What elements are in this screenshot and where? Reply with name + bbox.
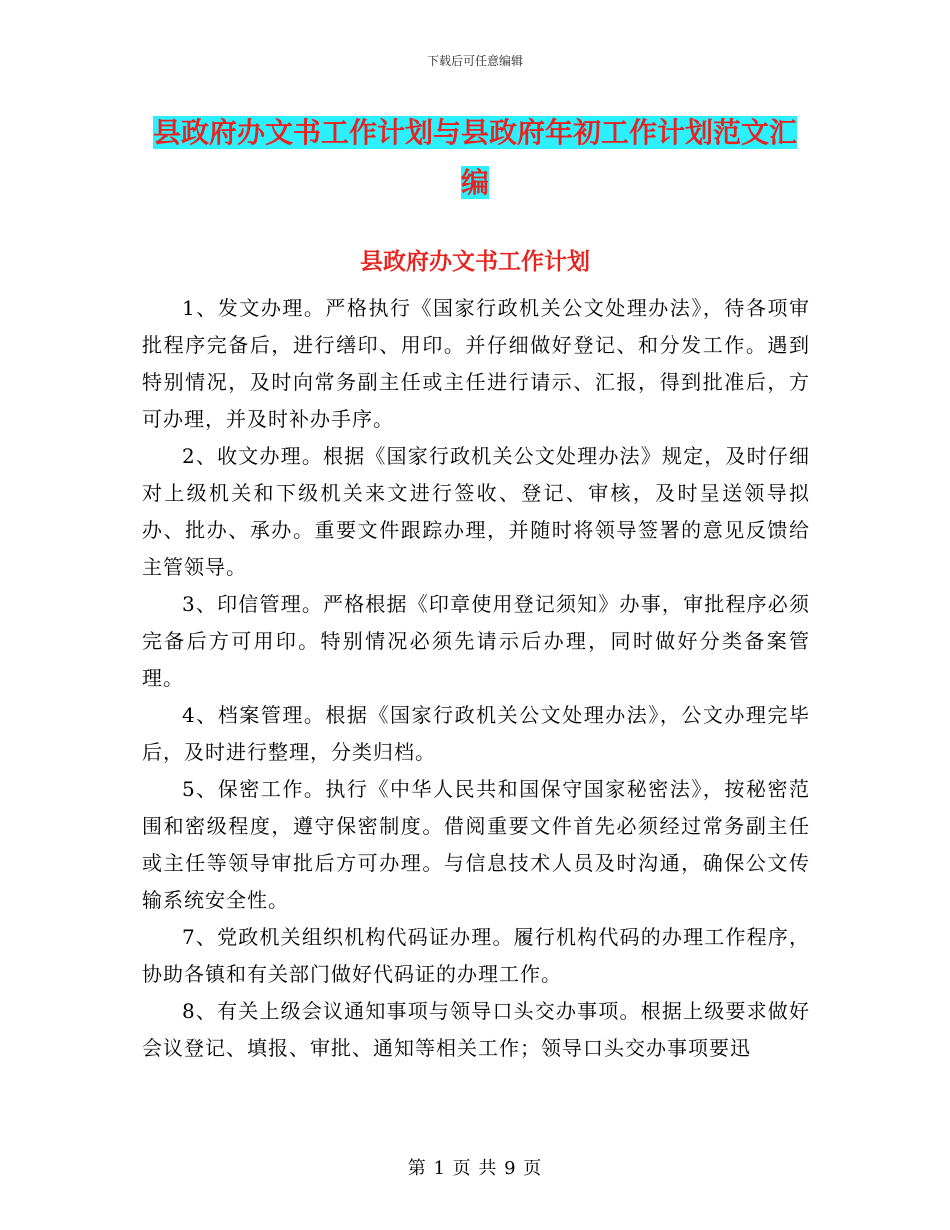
document-body [142, 290, 810, 1067]
page-header-note: 下载后可任意编辑 [426, 54, 523, 68]
paragraph: 7、党政机关组织机构代码证办理。履行机构代码的办理工作程序，协助各镇和有关部门做好代码证的办理工作。 [142, 925, 810, 986]
paragraph: 5、保密工作。执行《中华人民共和国保守国家秘密法》，按秘密范围和密级程度，遵守保密制度。借阅重要文件首先必须经过常务副主任或主任等领导审批后方可办理。与信息技术人员及时沟通，确保公文传输系统安全性。 [142, 777, 810, 912]
document-title [140, 108, 810, 208]
page-footer: 第 1 页 共 9 页 [407, 1158, 543, 1179]
paragraph: 8、有关上级会议通知事项与领导口头交办事项。根据上级要求做好会议登记、填报、审批、通知等相关工作；领导口头交办事项要迅 [142, 999, 810, 1060]
paragraph: 2、收文办理。根据《国家行政机关公文处理办法》规定，及时仔细对上级机关和下级机关来文进行签收、登记、审核，及时呈送领导拟办、批办、承办。重要文件跟踪办理，并随时将领导签署的意见反馈给主管领导。 [142, 444, 810, 579]
paragraph: 4、档案管理。根据《国家行政机关公文处理办法》，公文办理完毕后，及时进行整理，分类归档。 [142, 703, 810, 764]
paragraph: 3、印信管理。严格根据《印章使用登记须知》办事，审批程序必须完备后方可用印。特别情况必须先请示后办理，同时做好分类备案管理。 [142, 592, 810, 690]
section-title: 县政府办文书工作计划 [360, 248, 590, 275]
paragraph: 1、发文办理。严格执行《国家行政机关公文处理办法》，待各项审批程序完备后，进行缮印、用印。并仔细做好登记、和分发工作。遇到特别情况，及时向常务副主任或主任进行请示、汇报，得到批准后，方可办理，并及时补办手序。 [142, 296, 810, 431]
document-title-text: 县政府办文书工作计划与县政府年初工作计划范文汇编 [152, 116, 797, 199]
